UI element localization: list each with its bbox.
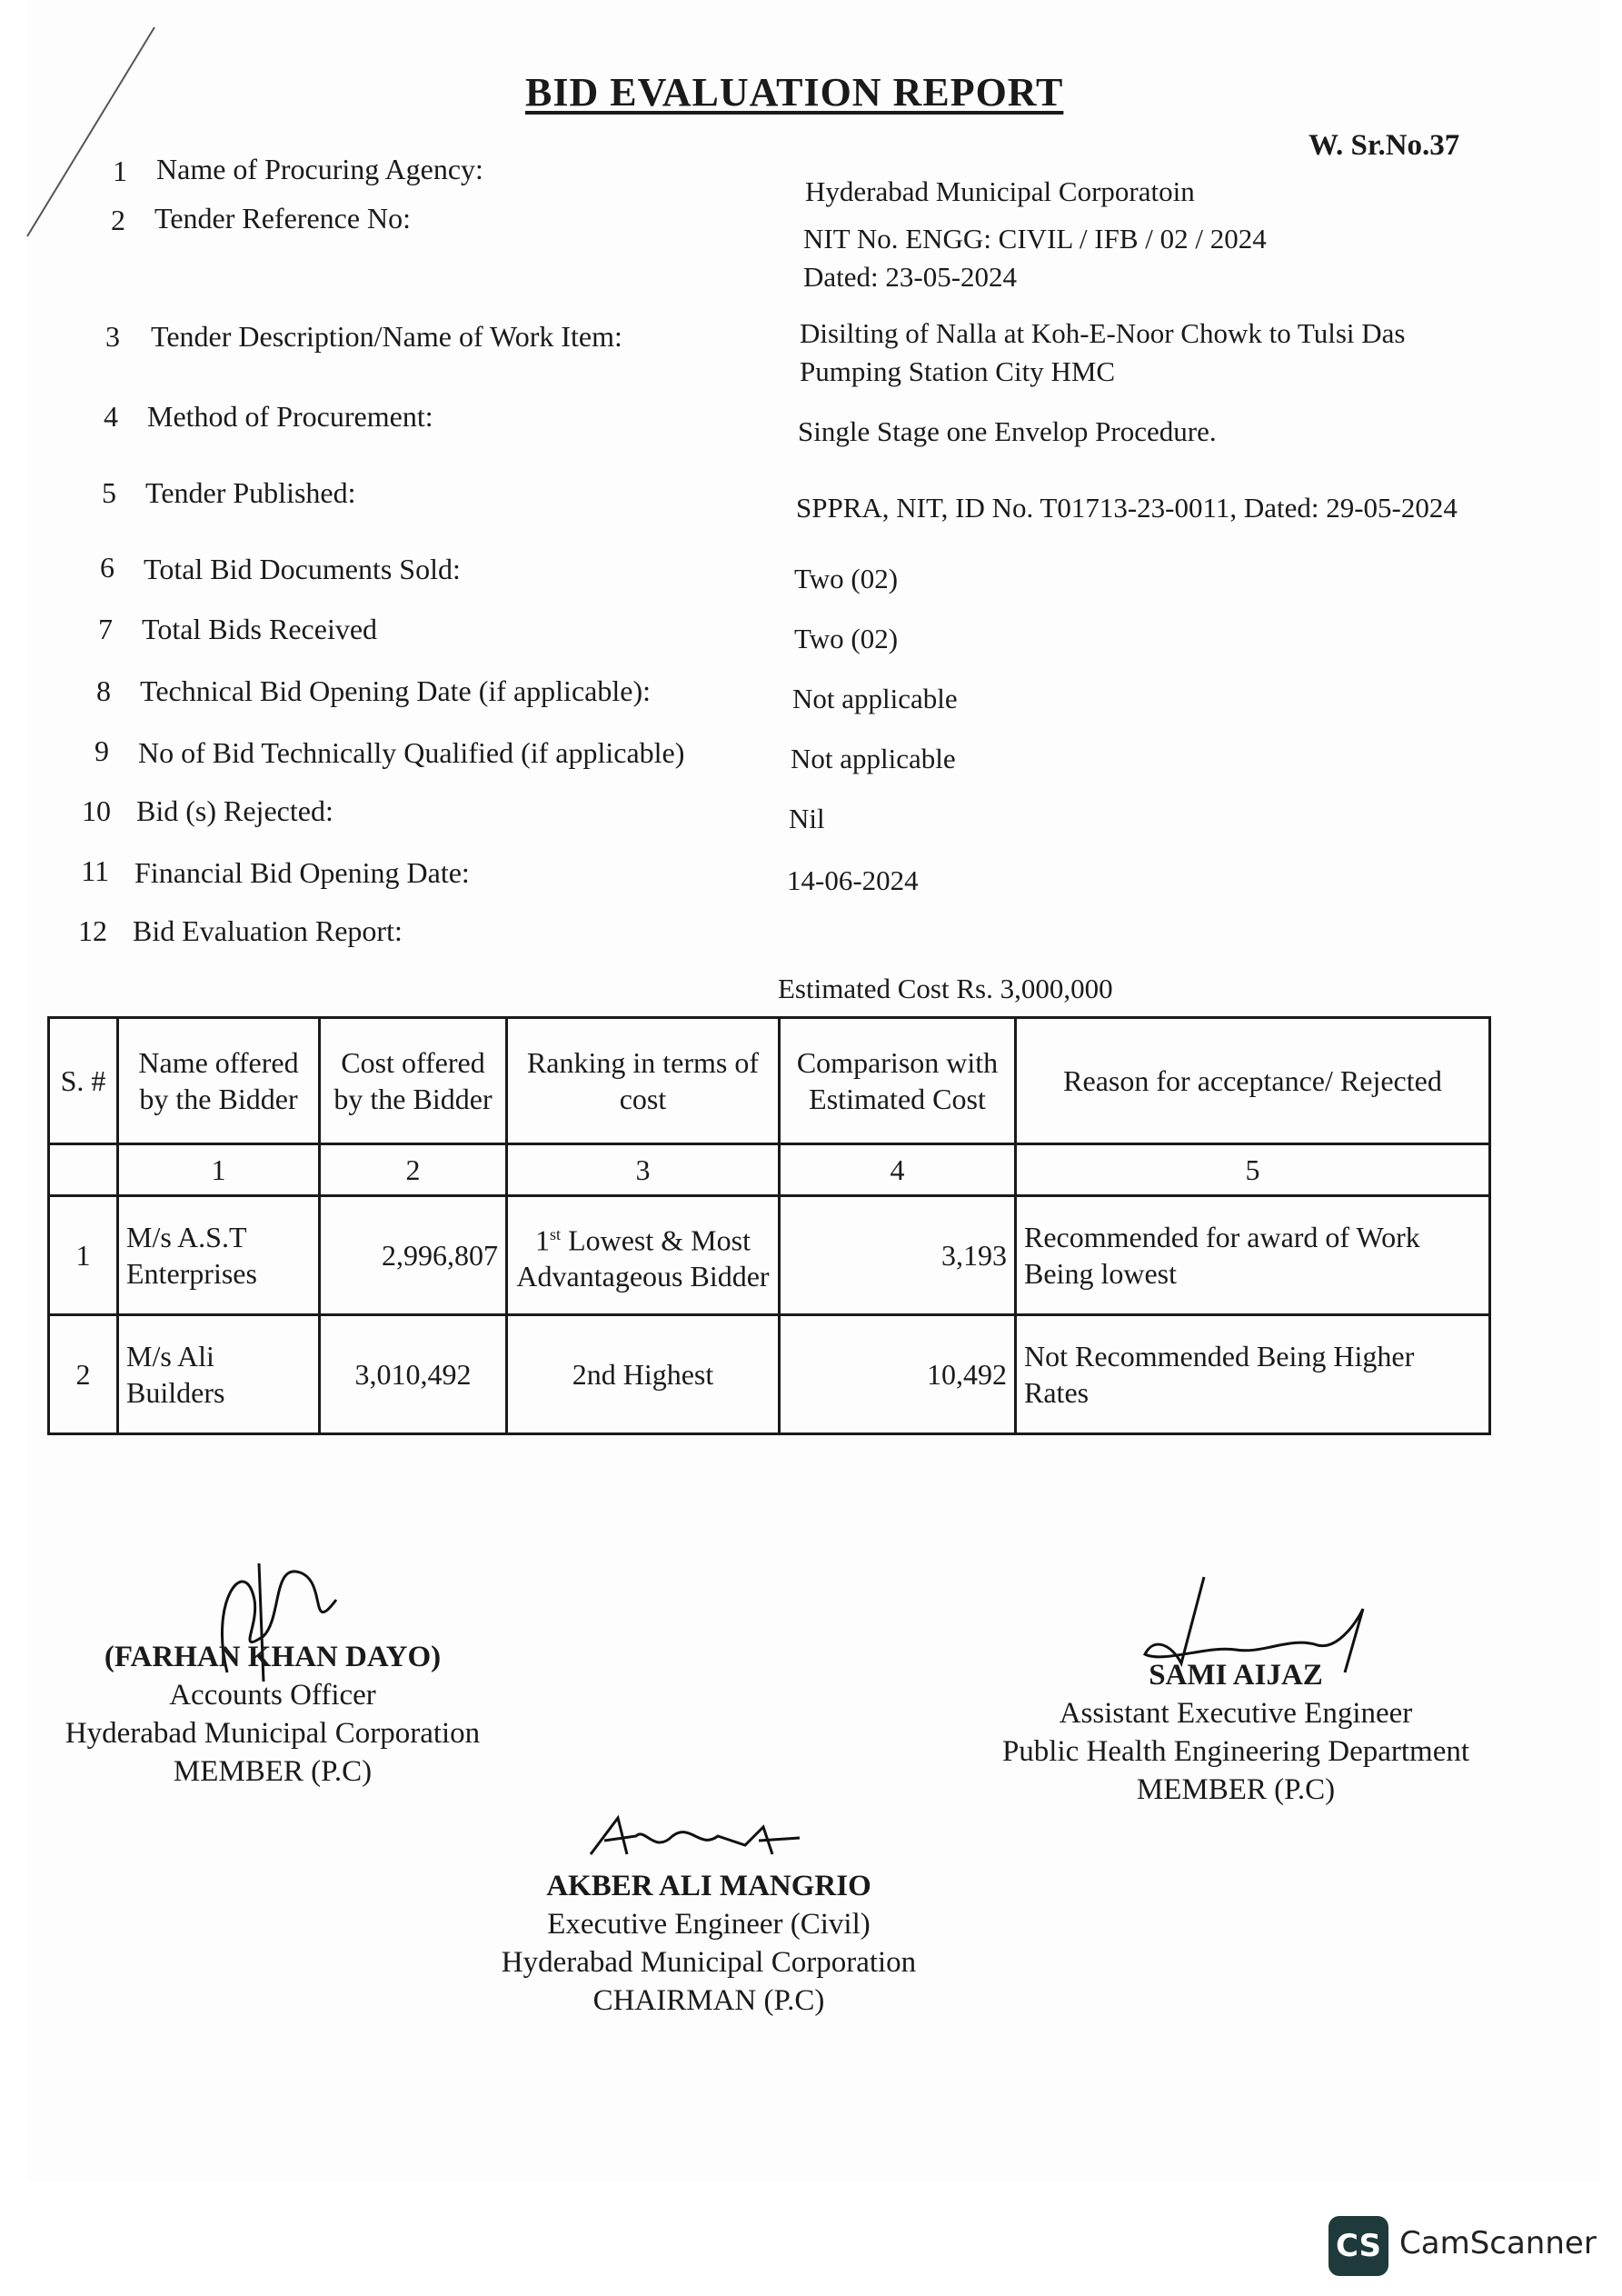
serial-cell: 2 [49,1315,118,1434]
document-title: BID EVALUATION REPORT [525,70,1064,115]
signatory-center [454,1867,963,2020]
item-label: Name of Procuring Agency: [156,153,483,185]
signatory-org: Public Health Engineering Department [1001,1735,1470,1768]
header-cell: Ranking in terms of cost [507,1018,780,1144]
header-cell: S. # [49,1018,118,1144]
item-label: Total Bids Received [142,613,378,645]
item-label: Bid Evaluation Report: [133,914,403,947]
item-label: Financial Bid Opening Date: [134,856,470,889]
item-number: 6 [100,551,114,584]
item-number: 9 [95,734,109,767]
table-row [49,1315,1490,1434]
item-value: NIT No. ENGG: CIVIL / IFB / 02 / 2024 [803,223,1267,255]
table-index-row [49,1144,1490,1196]
index-cell: 5 [1016,1144,1490,1196]
ranking-number: 1 [535,1223,551,1257]
camscanner-watermark: CamScanner [1399,2225,1597,2261]
item-number: 2 [111,204,125,236]
signatory-org: Hyderabad Municipal Corporation [65,1717,481,1750]
item-value: Two (02) [794,563,899,594]
item-label: Tender Reference No: [154,202,412,235]
bidder-name-cell: M/s Ali Builders [118,1315,320,1434]
index-cell [49,1144,118,1196]
item-number: 3 [105,320,120,353]
estimated-cost: Estimated Cost Rs. 3,000,000 [778,973,1113,1004]
item-value: Two (02) [794,623,899,654]
comparison-cell: 3,193 [780,1196,1016,1315]
header-cell: Name offered by the Bidder [118,1018,320,1144]
signatory-role: Accounts Officer [169,1679,376,1712]
ranking-cell [507,1196,780,1315]
header-cell: Comparison with Estimated Cost [780,1018,1016,1144]
reason-cell: Not Recommended Being Higher Rates [1016,1315,1490,1434]
item-number: 12 [78,914,107,947]
item-number: 8 [96,674,111,707]
item-number: 1 [113,155,127,187]
signatory-member: MEMBER (P.C) [173,1755,373,1788]
ranking-suffix: st [550,1224,562,1243]
header-cell: Cost offered by the Bidder [320,1018,507,1144]
bidder-name-cell: M/s A.S.T Enterprises [118,1196,320,1315]
item-number: 11 [81,854,109,887]
ranking-cell: 2nd Highest [507,1315,780,1434]
item-value: 14-06-2024 [787,864,919,896]
reason-cell: Recommended for award of Work Being lowest [1016,1196,1490,1315]
item-number: 5 [102,476,116,509]
item-number: 10 [82,794,111,827]
header-cell: Reason for acceptance/ Rejected [1016,1018,1490,1144]
table-header-row [49,1018,1490,1144]
signatory-right [981,1656,1490,1809]
item-label: Technical Bid Opening Date (if applicable): [140,674,651,707]
signatory-name: AKBER ALI MANGRIO [546,1870,871,1902]
item-label: Tender Description/Name of Work Item: [151,320,622,353]
item-label: Bid (s) Rejected: [136,794,333,827]
signatory-name: (FARHAN KHAN DAYO) [104,1641,442,1673]
item-label: No of Bid Technically Qualified (if applicable) [138,736,685,769]
index-cell: 2 [320,1144,507,1196]
item-value: Pumping Station City HMC [800,355,1116,387]
signatory-role: Assistant Executive Engineer [1059,1697,1413,1730]
item-number: 7 [98,613,113,645]
item-value: Not applicable [792,683,958,714]
item-value: Disilting of Nalla at Koh-E-Noor Chowk to Tulsi Das [800,317,1406,349]
signatory-member: MEMBER (P.C) [1136,1773,1336,1806]
signatory-member: CHAIRMAN (P.C) [592,1984,825,2017]
item-value: Dated: 23-05-2024 [803,261,1018,293]
item-label: Total Bid Documents Sold: [144,553,461,585]
ranking-text: Lowest & Most Advantageous Bidder [516,1223,770,1293]
signatory-name: SAMI AIJAZ [1149,1659,1323,1692]
item-value: SPPRA, NIT, ID No. T01713-23-0011, Dated: 29-05-2024 [796,492,1458,524]
item-value: Not applicable [791,743,956,774]
signature-center [582,1809,854,1872]
signatory-role: Executive Engineer (Civil) [547,1908,871,1941]
item-label: Tender Published: [145,476,356,509]
camscanner-logo: CS [1328,2216,1388,2276]
item-number: 4 [104,400,118,433]
item-label: Method of Procurement: [147,400,433,433]
bid-evaluation-table [47,1016,1491,1435]
cost-cell: 3,010,492 [320,1315,507,1434]
index-cell: 4 [780,1144,1016,1196]
table-row [49,1196,1490,1315]
comparison-cell: 10,492 [780,1315,1016,1434]
serial-number: W. Sr.No.37 [1309,129,1460,162]
cost-cell: 2,996,807 [320,1196,507,1315]
item-value: Single Stage one Envelop Procedure. [798,415,1217,447]
signatory-org: Hyderabad Municipal Corporation [501,1946,917,1979]
item-value: Hyderabad Municipal Corporatoin [805,175,1195,207]
index-cell: 3 [507,1144,780,1196]
item-value: Nil [789,803,825,834]
signatory-left [55,1638,491,1791]
serial-cell: 1 [49,1196,118,1315]
index-cell: 1 [118,1144,320,1196]
